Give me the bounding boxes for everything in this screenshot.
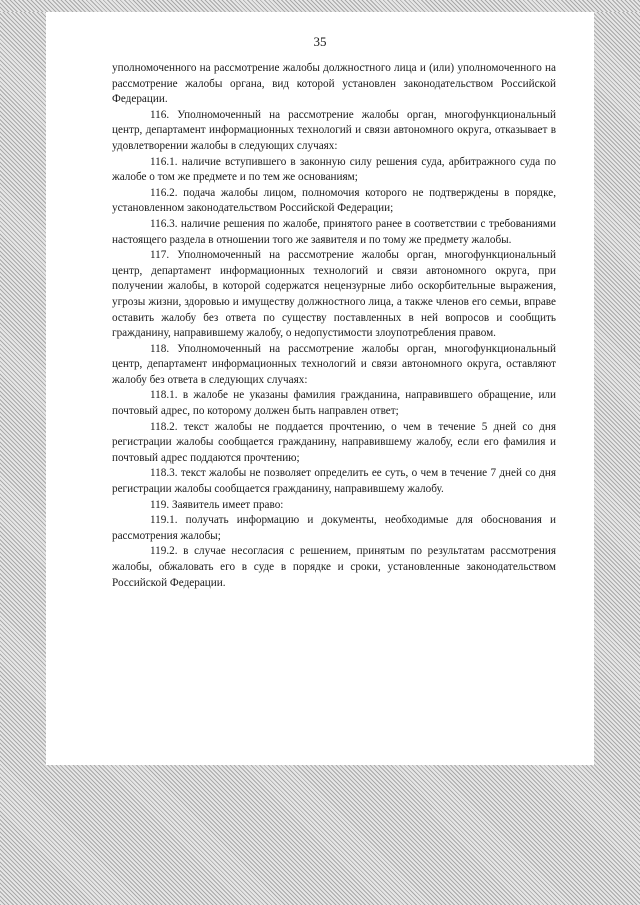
page-number: 35 — [313, 34, 327, 49]
paragraph-116-2: 116.2. подача жалобы лицом, полномочия которого не подтверждены в порядке, установленном законодательством Российской Федерации; — [112, 186, 556, 215]
document-body — [112, 61, 556, 591]
paragraph-116-1: 116.1. наличие вступившего в законную силу решения суда, арбитражного суда по жалобе о том же предмете и по тем же основаниям; — [112, 155, 556, 184]
paragraph-119-1: 119.1. получать информацию и документы, необходимые для обоснования и рассмотрения жалобы; — [112, 514, 556, 542]
scan-edge-bottom — [0, 765, 640, 905]
paragraph-continuation: уполномоченного на рассмотрение жалобы должностного лица и (или) уполномоченного на рассмотрение жалобы органа, вид которой установлен законодательством Российской Федерации. — [112, 62, 556, 106]
paragraph-116: 116. Уполномоченный на рассмотрение жалобы орган, многофункциональный центр, департамент информационных технологий и связи автономного округа, отказывает в удовлетворении жалобы в следующих случаях: — [112, 108, 556, 152]
paragraph-118-3: 118.3. текст жалобы не позволяет определить ее суть, о чем в течение 7 дней со дня регистрации жалобы сообщается гражданину, направившему жалобу. — [112, 467, 556, 496]
paragraph-117: 117. Уполномоченный на рассмотрение жалобы орган, многофункциональный центр, департамент информационных технологий и связи автономного округа, при получении жалобы, в которой содержатся нецензурные либо оскорбительные выражения, угрозы жизни, здоровью и имуществу должностного лица, а также членов его семьи, вправе оставить жалобу без ответа по существу поставленных в ней вопросов и сообщить гражданину, направившему жалобу, о недопустимости злоупотребления правом. — [112, 249, 556, 340]
paragraph-116-3: 116.3. наличие решения по жалобе, принятого ранее в соответствии с требованиями настоящего раздела в отношении того же заявителя и по тому же предмету жалобы. — [112, 217, 556, 246]
paragraph-119-2: 119.2. в случае несогласия с решением, принятым по результатам рассмотрения жалобы, обжаловать его в суде в порядке и сроки, установленные законодательством Российской Федерации. — [112, 545, 556, 589]
document-page — [46, 12, 594, 765]
paragraph-119: 119. Заявитель имеет право: — [150, 498, 284, 511]
paragraph-118-1: 118.1. в жалобе не указаны фамилия гражданина, направившего обращение, или почтовый адрес, по которому должен быть направлен ответ; — [112, 389, 556, 418]
scan-edge-right — [594, 0, 640, 905]
scan-edge-top — [0, 0, 640, 12]
paragraph-118-2: 118.2. текст жалобы не поддается прочтению, о чем в течение 5 дней со дня регистрации жалобы сообщается гражданину, направившему жалобу, если его фамилия и почтовый адрес поддаются прочтению; — [112, 420, 556, 464]
scan-edge-left — [0, 0, 46, 905]
paragraph-118: 118. Уполномоченный на рассмотрение жалобы орган, многофункциональный центр, департамент информационных технологий и связи автономного округа, оставляют жалобу без ответа в следующих случаях: — [112, 342, 556, 386]
